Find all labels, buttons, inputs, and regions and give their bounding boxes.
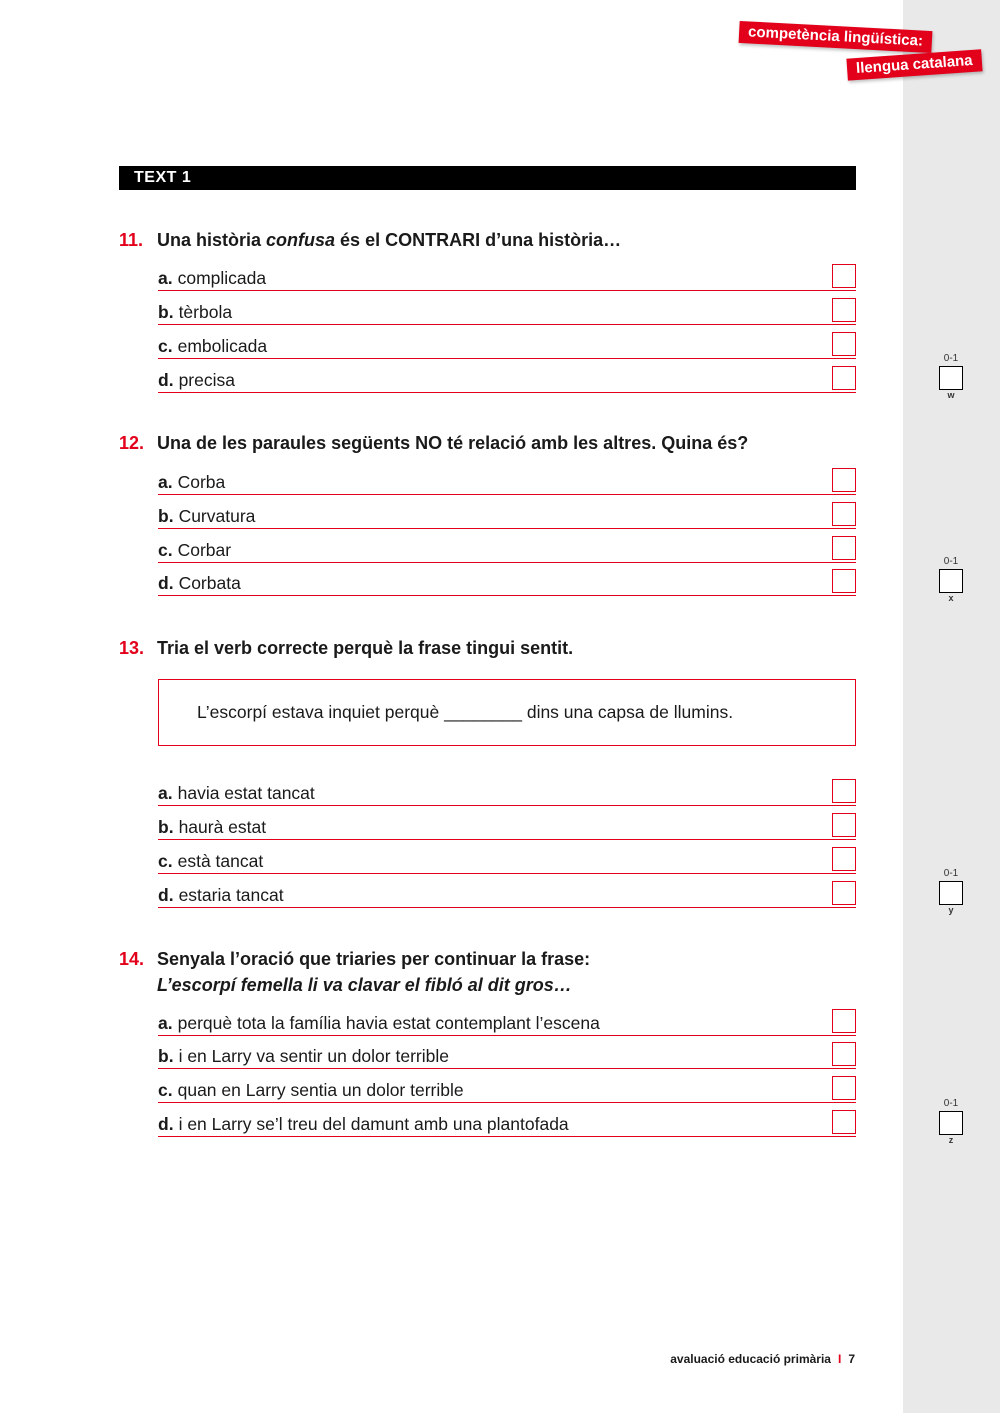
- option-text: i en Larry va sentir un dolor terrible: [178, 1046, 449, 1066]
- q11-option-b[interactable]: [158, 300, 856, 325]
- q13-option-b-checkbox[interactable]: [832, 813, 856, 837]
- option-letter: d.: [158, 573, 174, 593]
- question-number: 14.: [119, 949, 145, 969]
- option-text: perquè tota la família havia estat contemplant l’escena: [177, 1013, 600, 1033]
- q12-option-c-checkbox[interactable]: [832, 536, 856, 560]
- question-keyword: confusa: [266, 230, 336, 250]
- q14-option-b-checkbox[interactable]: [832, 1042, 856, 1066]
- question-text: Tria el verb correcte perquè la frase tingui sentit.: [157, 638, 574, 658]
- q14-option-c[interactable]: [158, 1078, 856, 1103]
- sentence-box: L’escorpí estava inquiet perquè ________ dins una capsa de llumins.: [158, 679, 856, 746]
- q14-option-a-checkbox[interactable]: [832, 1009, 856, 1033]
- subject-tag-line1: competència lingüística:: [739, 21, 933, 53]
- q13-score: [938, 868, 964, 916]
- option-text: precisa: [178, 370, 235, 390]
- question-number: 13.: [119, 638, 145, 658]
- option-text: haurà estat: [178, 817, 267, 837]
- option-letter: b.: [158, 1046, 174, 1066]
- option-letter: b.: [158, 817, 174, 837]
- q11-option-b-checkbox[interactable]: [832, 298, 856, 322]
- option-letter: d.: [158, 370, 174, 390]
- option-text: quan en Larry sentia un dolor terrible: [177, 1080, 464, 1100]
- q12-option-a[interactable]: [158, 470, 856, 495]
- q11-option-a-checkbox[interactable]: [832, 264, 856, 288]
- option-letter: a.: [158, 268, 173, 288]
- option-letter: c.: [158, 336, 173, 356]
- option-text: complicada: [177, 268, 267, 288]
- q11-option-a[interactable]: [158, 266, 856, 291]
- q13-option-d[interactable]: [158, 883, 856, 908]
- option-letter: c.: [158, 1080, 173, 1100]
- option-letter: c.: [158, 851, 173, 871]
- q11-score: [938, 353, 964, 401]
- footer-separator: I: [837, 1352, 842, 1366]
- score-box[interactable]: [939, 366, 963, 390]
- q12-option-b[interactable]: [158, 504, 856, 529]
- q13-option-c-checkbox[interactable]: [832, 847, 856, 871]
- q11-option-c[interactable]: [158, 334, 856, 359]
- q12-option-d[interactable]: [158, 571, 856, 596]
- q14-option-d-checkbox[interactable]: [832, 1110, 856, 1134]
- question-12-prompt: [119, 430, 856, 456]
- option-letter: b.: [158, 302, 174, 322]
- q12-option-b-checkbox[interactable]: [832, 502, 856, 526]
- q11-option-d-checkbox[interactable]: [832, 366, 856, 390]
- score-range: 0-1: [943, 556, 959, 567]
- option-text: Corbar: [177, 540, 232, 560]
- page-number: 7: [848, 1352, 855, 1366]
- subject-tag-line2: llengua catalana: [846, 49, 982, 80]
- question-13-prompt: [119, 635, 856, 661]
- q13-option-a-checkbox[interactable]: [832, 779, 856, 803]
- q13-option-b[interactable]: [158, 815, 856, 840]
- score-code: y: [948, 905, 954, 915]
- score-box[interactable]: [939, 1111, 963, 1135]
- question-text: Una de les paraules següents NO té relació amb les altres. Quina és?: [157, 433, 749, 453]
- score-box[interactable]: [939, 569, 963, 593]
- option-text: i en Larry se’l treu del damunt amb una plantofada: [178, 1114, 569, 1134]
- score-code: x: [948, 593, 954, 603]
- q12-option-a-checkbox[interactable]: [832, 468, 856, 492]
- option-text: Corba: [177, 472, 226, 492]
- option-text: està tancat: [177, 851, 264, 871]
- score-range: 0-1: [943, 1098, 959, 1109]
- q11-option-c-checkbox[interactable]: [832, 332, 856, 356]
- question-sentence-start: L’escorpí femella li va clavar el fibló al dit gros…: [157, 975, 572, 995]
- q14-option-a[interactable]: [158, 1011, 856, 1036]
- score-margin: [903, 0, 1000, 1413]
- q12-option-c[interactable]: [158, 538, 856, 563]
- option-text: havia estat tancat: [177, 783, 315, 803]
- option-letter: b.: [158, 506, 174, 526]
- q13-option-c[interactable]: [158, 849, 856, 874]
- option-letter: d.: [158, 885, 174, 905]
- option-text: Corbata: [178, 573, 241, 593]
- q13-option-a[interactable]: [158, 781, 856, 806]
- q14-option-b[interactable]: [158, 1044, 856, 1069]
- q11-option-d[interactable]: [158, 368, 856, 393]
- page-footer: [670, 1352, 855, 1366]
- q14-option-d[interactable]: [158, 1112, 856, 1137]
- section-title: TEXT 1: [119, 166, 856, 190]
- question-14-prompt: [119, 946, 856, 998]
- score-range: 0-1: [943, 868, 959, 879]
- option-letter: a.: [158, 783, 173, 803]
- score-range: 0-1: [943, 353, 959, 364]
- option-letter: a.: [158, 472, 173, 492]
- question-text-end: és el CONTRARI d’una història…: [335, 230, 622, 250]
- option-letter: d.: [158, 1114, 174, 1134]
- option-letter: c.: [158, 540, 173, 560]
- option-text: tèrbola: [178, 302, 233, 322]
- option-letter: a.: [158, 1013, 173, 1033]
- question-11-prompt: [119, 227, 856, 253]
- q14-score: [938, 1098, 964, 1146]
- score-box[interactable]: [939, 881, 963, 905]
- score-code: w: [947, 390, 955, 400]
- option-text: estaria tancat: [178, 885, 284, 905]
- footer-label: avaluació educació primària: [670, 1352, 831, 1366]
- q14-option-c-checkbox[interactable]: [832, 1076, 856, 1100]
- q12-score: [938, 556, 964, 604]
- q13-option-d-checkbox[interactable]: [832, 881, 856, 905]
- question-number: 11.: [119, 230, 144, 250]
- option-text: Curvatura: [178, 506, 256, 526]
- question-text: Senyala l’oració que triaries per continuar la frase:: [157, 949, 591, 969]
- score-code: z: [948, 1135, 954, 1145]
- question-text: Una història: [157, 230, 267, 250]
- question-number: 12.: [119, 433, 145, 453]
- option-text: embolicada: [177, 336, 268, 356]
- q12-option-d-checkbox[interactable]: [832, 569, 856, 593]
